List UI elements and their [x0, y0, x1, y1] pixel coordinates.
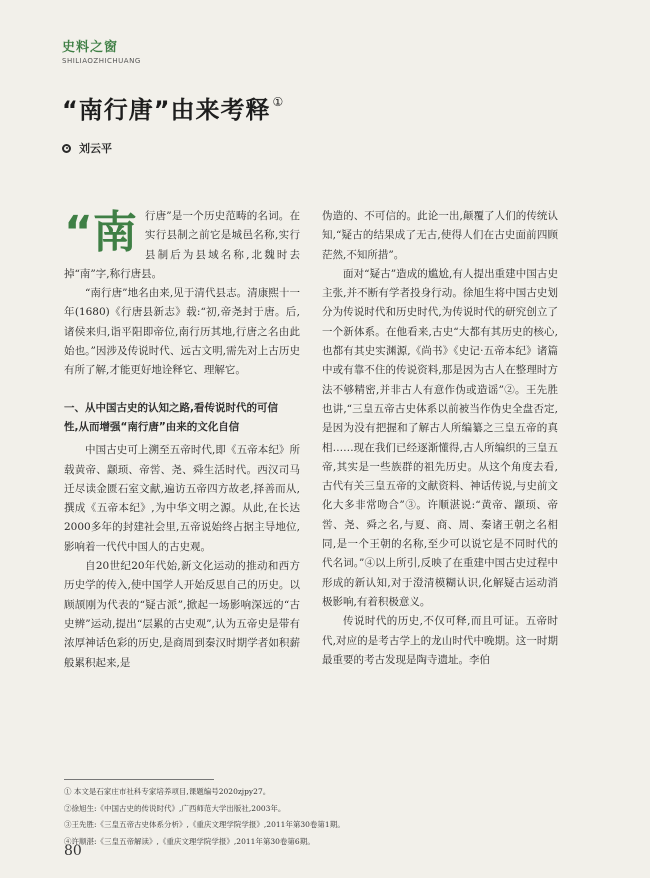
lead-line-2: 在实行县制之前它是城邑名	[144, 210, 300, 242]
article-title-text: “南行唐”由来考释	[62, 96, 271, 124]
footnote-divider	[64, 779, 214, 780]
paragraph: 面对“疑古”造成的尴尬,有人提出重建中国古史主张,并不断有学者投身行动。徐旭生将中国古史划分为传说时代和历史时代,为传说时代的研究创立了一个新体系。在他看来,古史“大都有其历史的核心,也都有其史实渊源,《尚书》《史记·五帝本纪》诸篇中或有靠不住的传说资料,那是因为古人在整理时方法不够精密,并非古人有意作伪或造谣”②。王先胜也讲,“三皇五帝古史体系以前被当作伪史全盘否定,是因为没有把握和了解古人所编纂之三皇五帝的真相……现在我们已经逐渐懂得,古人所编织的三皇五帝,其实是一些族群的祖先历史。从这个角度去看,古代有关三皇五帝的文献资料、神话传说,与史前文化大多非常吻合”③。许顺湛说:“黄帝、颛顼、帝喾、尧、舜之名,与夏、商、周、秦诸王朝之名相同,是一个王朝的名称,至少可以说它是不同时代的代名词。”④以上所引,反映了在重建中国古史过程中形成的新认知,对于澄清模糊认识,化解疑古运动消极影响,有着积极意义。	[322, 267, 558, 608]
footnote-4: ④许顺湛:《三皇五帝解读》,《重庆文理学院学报》,2011年第30卷第6期。	[64, 836, 315, 846]
right-column	[322, 207, 558, 670]
dropcap-char: 南	[92, 207, 137, 258]
author-name: 刘云平	[79, 142, 112, 155]
section-tag	[62, 40, 141, 65]
lead-line-rest: 魏时去掉“南”字,称行唐县。	[64, 248, 301, 280]
left-column	[64, 207, 300, 673]
footnote-2: ②徐旭生:《中国古史的传说时代》,广西师范大学出版社,2003年。	[64, 803, 286, 813]
section-title: 史料之窗	[62, 40, 119, 55]
section-title-pinyin: SHILIAOZHICHUANG	[62, 57, 141, 65]
paragraph: “南行唐”地名由来,见于清代县志。清康熙十一年(1680)《行唐县新志》载:“初,帝尧封于唐。后,诸侯来归,诣平阳即帝位,南行历其地,行唐之名由此始也。”因涉及传说时代、远古文明,需先对上古历史有所了解,才能更好地诠释它、理解它。	[64, 287, 300, 377]
title-footnote-mark: ①	[272, 95, 285, 109]
footnotes	[64, 784, 345, 850]
author-line	[62, 140, 112, 156]
dropcap-quote: “	[64, 207, 93, 258]
dropcap	[64, 207, 137, 263]
paragraph: 中国古史可上溯至五帝时代,即《五帝本纪》所载黄帝、颛顼、帝喾、尧、舜生活时代。西汉司马迁尽读金匮石室文献,遍访五帝四方故老,择善而从,撰成《五帝本纪》,为中华文明之源。从此,在长达2000多年的封建社会里,五帝说始终占据主导地位,影响着一代代中国人的古史观。	[64, 444, 300, 553]
paragraph: 自20世纪20年代始,新文化运动的推动和西方历史学的传入,使中国学人开始反思自己的历史。以顾颉刚为代表的“疑古派”,掀起一场影响深远的“古史辨”运动,提出“层累的古史观”,认为五帝史是带有浓厚神话色彩的历史,是商周到秦汉时期学者如积薪般累积起来,是	[64, 560, 300, 669]
section-heading-line-2: 性,从而增强“南行唐”由来的文化自信	[64, 420, 240, 433]
lead-line-3: 称,实行县制后为县域名称,北	[144, 229, 301, 261]
article-title	[62, 90, 284, 125]
paragraph: 伪造的、不可信的。此论一出,颠覆了人们的传统认知,“疑古的结果成了无古,使得人们在古史面前四顾茫然,不知所措”。	[322, 210, 558, 261]
footnote-1: ① 本文是石家庄市社科专家培养项目,课题编号2020zjpy27。	[64, 787, 271, 796]
lead-line-1: 行唐”是一个历史范畴的名词。	[144, 210, 290, 222]
section-heading-line-1: 一、从中国古史的认知之路,看传说时代的可信	[64, 401, 278, 414]
section-heading	[64, 399, 300, 438]
footnote-3: ③王先胜:《三皇五帝古史体系分析》,《重庆文理学院学报》,2011年第30卷第1期。	[64, 820, 345, 829]
paragraph: 传说时代的历史,不仅可释,而且可证。五帝时代,对应的是考古学上的龙山时代中晚期。这一时期最重要的考古发现是陶寺遗址。李伯	[322, 615, 558, 666]
page-number: 80	[64, 843, 82, 859]
bullet-icon	[62, 144, 71, 153]
